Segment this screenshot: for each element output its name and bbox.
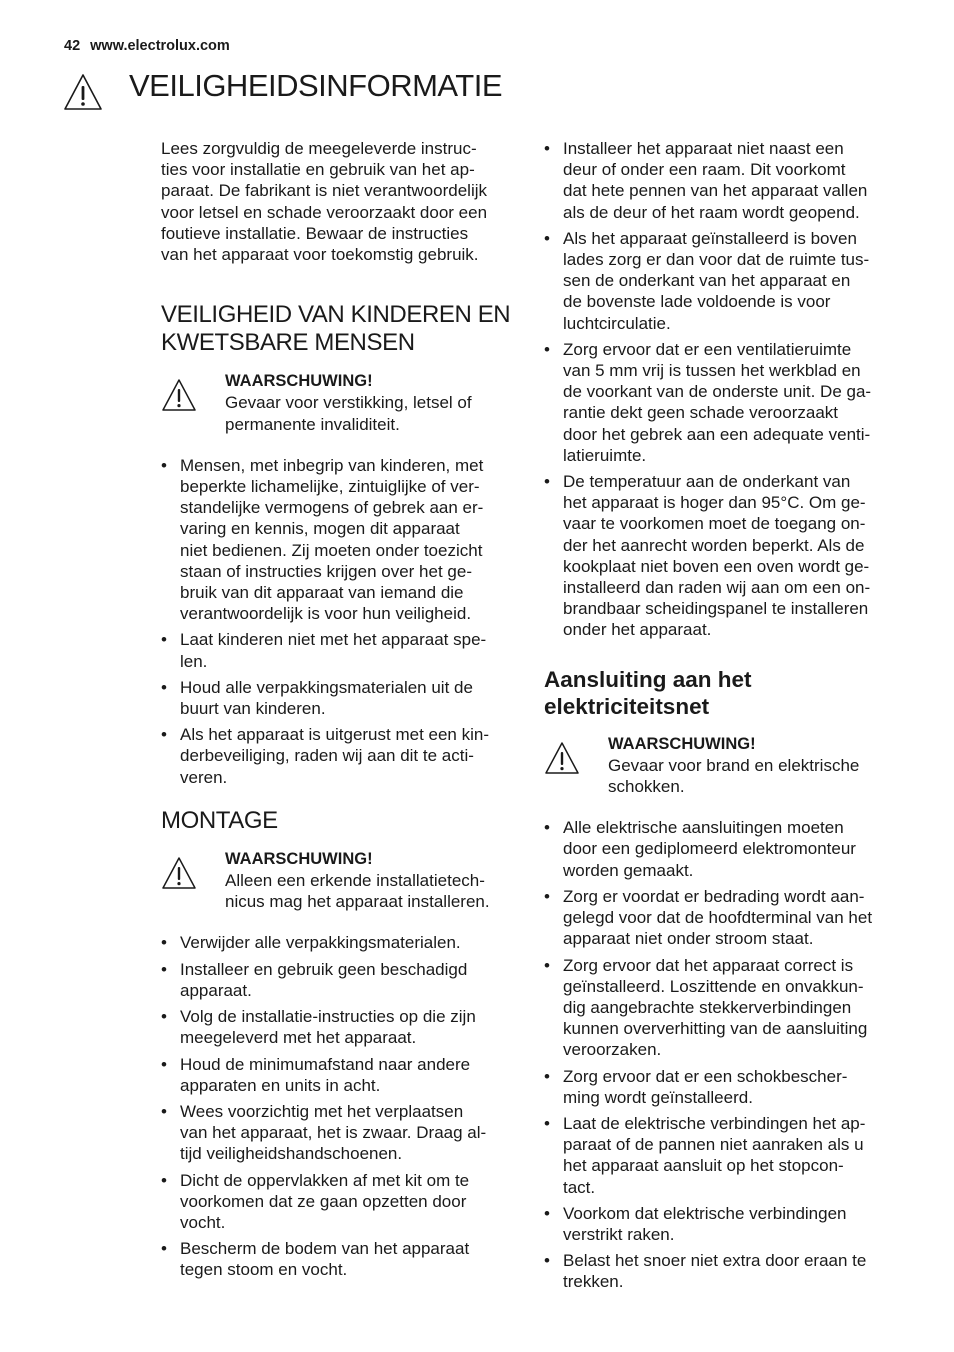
list-item: • Volg de installatie-instructies op die zijn meegeleverd met het apparaat. [161, 1007, 476, 1048]
bullet: • [544, 955, 550, 975]
list-item: • Als het apparaat geïnstalleerd is boven lades zorg er dan voor dat de ruimte tus- sen de onderkant van het apparaat en de bovenste lade voldoende is voor luchtcirculatie. [544, 228, 870, 333]
montage-list [161, 932, 513, 1280]
bullet: • [544, 228, 550, 248]
bullet: • [544, 1113, 550, 1133]
bullet: • [161, 933, 167, 953]
bullet: • [161, 455, 167, 475]
warning-label: WAARSCHUWING! [225, 849, 373, 868]
list-item: • Verwijder alle verpakkingsmaterialen. [161, 933, 461, 953]
list-item: • Installeer en gebruik geen beschadigd apparaat. [161, 959, 468, 1000]
montage-list-continued [544, 138, 900, 641]
list-item: • De temperatuur aan de onderkant van het apparaat is hoger dan 95°C. Om ge- vaar te voorkomen moet de toegang on- der het aanrecht worden beperkt. Als de kookplaat niet boven een oven wordt ge- installeerd dan raden wij aan om een on- brandbaar scheidingspanel te installeren onder het apparaat. [544, 472, 871, 640]
bullet: • [161, 677, 167, 697]
warning-box-montage [161, 849, 513, 913]
warning-triangle-icon [161, 378, 197, 412]
list-item: • Laat de elektrische verbindingen het ap- paraat of de pannen niet aanraken als u het apparaat aansluit op het stopcon- tact. [544, 1113, 866, 1197]
list-item: • Laat kinderen niet met het apparaat spe- len. [161, 630, 487, 671]
list-item: • Houd alle verpakkingsmaterialen uit de buurt van kinderen. [161, 677, 473, 719]
bullet: • [544, 886, 550, 906]
list-item: • Als het apparaat is uitgerust met een kin- derbeveiliging, raden wij aan dit te acti- veren. [161, 725, 489, 787]
warning-box-electric [544, 734, 900, 798]
warning-triangle-icon [161, 856, 197, 890]
right-column [544, 138, 900, 1298]
bullet: • [544, 472, 550, 492]
intro-paragraph: Lees zorgvuldig de meegeleverde instruc- ties voor installatie en gebruik van het ap- paraat. De fabrikant is niet verantwoordelijk voor letsel en schade veroorzaakt door een foutieve installatie. Bewaar de instructies van het apparaat voor toekomstig gebruik. [161, 139, 488, 265]
bullet: • [161, 1170, 167, 1190]
section-title-montage: MONTAGE [161, 806, 278, 834]
list-item: • Bescherm de bodem van het apparaat tegen stoom en vocht. [161, 1239, 470, 1280]
list-item: • Installeer het apparaat niet naast een deur of onder een raam. Dit voorkomt dat hete pennen van het apparaat vallen als de deur of het raam wordt geopend. [544, 139, 868, 222]
page-header [64, 38, 230, 54]
warning-label: WAARSCHUWING! [225, 372, 373, 391]
bullet: • [161, 725, 167, 745]
section-title-children: VEILIGHEID VAN KINDEREN EN KWETSBARE MENSEN [161, 301, 511, 357]
bullet: • [544, 1203, 550, 1223]
warning-triangle-icon [63, 73, 103, 111]
list-item: • Zorg ervoor dat er een ventilatieruimte van 5 mm vrij is tussen het werkblad en de voorkant van de onderste unit. De ga- rantie dekt geen schade veroorzaakt door het gebrek aan een adequate venti- latieruimte. [544, 339, 872, 465]
bullet: • [161, 959, 167, 979]
list-item: • Zorg er voordat er bedrading wordt aan- gelegd voor dat de hoofdterminal van het apparaat niet onder stroom staat. [544, 886, 873, 949]
warning-triangle-icon [544, 741, 580, 775]
page-title: VEILIGHEIDSINFORMATIE [129, 68, 503, 103]
list-item: • Wees voorzichtig met het verplaatsen van het apparaat, het is zwaar. Draag al- tijd veiligheidshandschoenen. [161, 1101, 487, 1164]
warning-text: Alleen een erkende installatietech- nicus mag het apparaat installeren. [225, 871, 490, 912]
bullet: • [161, 1239, 167, 1259]
list-item: • Belast het snoer niet extra door eraan te trekken. [544, 1251, 867, 1292]
list-item: • Voorkom dat elektrische verbindingen verstrikt raken. [544, 1203, 847, 1244]
bullet: • [161, 1007, 167, 1027]
list-item: • Houd de minimumafstand naar andere apparaten en units in acht. [161, 1054, 471, 1095]
list-item: • Zorg ervoor dat het apparaat correct is geïnstalleerd. Loszittende en onvakkun- dig aangebrachte stekkerverbindingen kunnen oververhitting van de aansluiting veroorzaken. [544, 955, 868, 1060]
warning-box-children [161, 371, 513, 435]
warning-text: Gevaar voor verstikking, letsel of permanente invaliditeit. [225, 393, 472, 434]
bullet: • [544, 339, 550, 359]
bullet: • [161, 630, 167, 650]
bullet: • [544, 818, 550, 838]
bullet: • [544, 1066, 550, 1086]
children-list [161, 455, 513, 788]
list-item: • Alle elektrische aansluitingen moeten door een gediplomeerd elektromonteur worden gemaakt. [544, 818, 856, 880]
left-column [161, 138, 513, 1286]
list-item: • Dicht de oppervlakken af met kit om te voorkomen dat ze gaan opzetten door vocht. [161, 1170, 470, 1232]
site-url: www.electrolux.com [90, 38, 230, 54]
bullet: • [544, 139, 550, 158]
list-item: • Mensen, met inbegrip van kinderen, met beperkte lichamelijke, zintuiglijke of ver- standelijke vermogens of gebrek aan er- varing en kennis, mogen dit apparaat niet bedienen. Zij moeten onder toezicht staan of instructies krijgen over het ge- bruik van dit apparaat van iemand die verantwoordelijk is voor hun veiligheid. [161, 455, 484, 624]
section-title-electric: Aansluiting aan het elektriciteitsnet [544, 666, 752, 719]
warning-label: WAARSCHUWING! [608, 734, 756, 753]
bullet: • [161, 1101, 167, 1121]
page-number: 42 [64, 38, 81, 54]
bullet: • [161, 1054, 167, 1074]
list-item: • Zorg ervoor dat er een schokbescher- ming wordt geïnstalleerd. [544, 1066, 848, 1107]
bullet: • [544, 1251, 550, 1271]
warning-text: Gevaar voor brand en elektrische schokken. [608, 755, 860, 797]
electric-list [544, 817, 900, 1292]
